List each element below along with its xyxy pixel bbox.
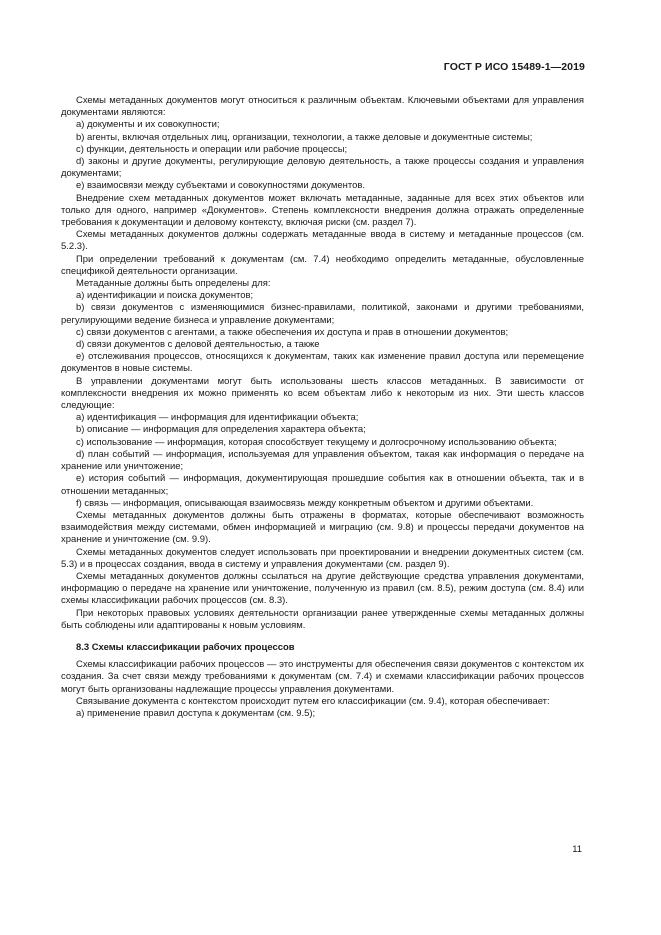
list-item: d) законы и другие документы, регулирующие деловую деятельность, а также процессы создания и управления документами; xyxy=(61,156,584,180)
list-item: e) отслеживания процессов, относящихся к документам, таких как изменение правил доступа или перемещение документов в новые системы. xyxy=(61,351,584,375)
document-body xyxy=(61,95,584,720)
paragraph: Схемы метаданных документов могут относиться к различным объектам. Ключевыми объектами для управления документами являются: xyxy=(61,95,584,119)
paragraph: Схемы метаданных документов следует использовать при проектировании и внедрении документных систем (см. 5.3) и в процессах создания, ввода в систему и управления документами (см. раздел 9). xyxy=(61,546,584,570)
paragraph: Внедрение схем метаданных документов может включать метаданные, заданные для всех этих объектов или только для одного, например «Документов». Степень комплексности внедрения должна отражать определенные требования к документации и деловому контексту, включая риски (см. раздел 7). xyxy=(61,192,584,229)
list-item: а) идентификация — информация для идентификации объекта; xyxy=(76,412,359,424)
list-item: а) применение правил доступа к документам (см. 9.5); xyxy=(76,707,316,719)
list-item: а) документы и их совокупности; xyxy=(76,119,220,131)
list-item: b) агенты, включая отдельных лиц, организации, технологии, а также деловые и документные системы; xyxy=(76,131,533,143)
paragraph: В управлении документами могут быть использованы шесть классов метаданных. В зависимости от комплексности внедрения их можно применять ко всем объектам либо к некоторым из них. Эти шесть классов следующие: xyxy=(61,375,584,412)
paragraph: Схемы метаданных документов должны быть отражены в форматах, которые обеспечивают возможность взаимодействия между системами, обмен информацией и миграцию (см. 9.8) и процессы передачи документов на хранение и уничтожение (см. 9.9). xyxy=(61,509,584,546)
list-item: e) история событий — информация, документирующая прошедшие события как в отношении объекта, так и в отношении метаданных; xyxy=(61,473,584,497)
paragraph: При определении требований к документам (см. 7.4) необходимо определить метаданные, обусловленные спецификой деятельности организации. xyxy=(61,253,584,277)
list-item: e) взаимосвязи между субъектами и совокупностями документов. xyxy=(76,180,365,192)
list-item: b) связи документов с изменяющимися бизнес-правилами, политикой, законами и другими требованиями, регулирующими ведение бизнеса и управление документами; xyxy=(61,302,584,326)
list-item: c) функции, деятельность и операции или рабочие процессы; xyxy=(76,143,348,155)
paragraph: Метаданные должны быть определены для: xyxy=(76,278,271,290)
list-item: f) связь — информация, описывающая взаимосвязь между конкретным объектом и другими объектами. xyxy=(76,497,534,509)
list-item: d) связи документов с деловой деятельностью, а также xyxy=(76,339,320,351)
paragraph: Схемы метаданных документов должны ссылаться на другие действующие средства управления документами, информацию о передаче на хранение или уничтожение, полученную из правил (см. 8.5), режим доступа (см. 8.4) или схемы классификации рабочих процессов (см. 8.3). xyxy=(61,570,584,607)
paragraph: Схемы метаданных документов должны содержать метаданные ввода в систему и метаданные процессов (см. 5.2.3). xyxy=(61,229,584,253)
paragraph: Схемы классификации рабочих процессов — это инструменты для обеспечения связи документов с контекстом их создания. За счет связи между требованиями к документам (см. 7.4) и схемами классификации рабочих процессов могут быть организованы надлежащие процессы управления документами. xyxy=(61,659,584,695)
list-item: b) описание — информация для определения характера объекта; xyxy=(76,424,366,436)
list-item: c) связи документов с агентами, а также обеспечения их доступа и прав в отношении документов; xyxy=(76,326,509,338)
document-header-id: ГОСТ Р ИСО 15489-1—2019 xyxy=(443,61,585,73)
paragraph: Связывание документа с контекстом происходит путем его классификации (см. 9.4), которая обеспечивает: xyxy=(76,695,550,707)
paragraph: При некоторых правовых условиях деятельности организации ранее утвержденные схемы метаданных должны быть соблюдены или адаптированы к новым условиям. xyxy=(61,607,584,631)
list-item: d) план событий — информация, используемая для управления объектом, такая как информация о передаче на хранение или уничтожение; xyxy=(61,448,584,473)
page-number: 11 xyxy=(572,844,582,855)
list-item: а) идентификации и поиска документов; xyxy=(76,290,254,302)
list-item: c) использование — информация, которая способствует текущему и долгосрочному использованию объекта; xyxy=(76,436,557,448)
section-heading: 8.3 Схемы классификации рабочих процессов xyxy=(76,641,295,653)
